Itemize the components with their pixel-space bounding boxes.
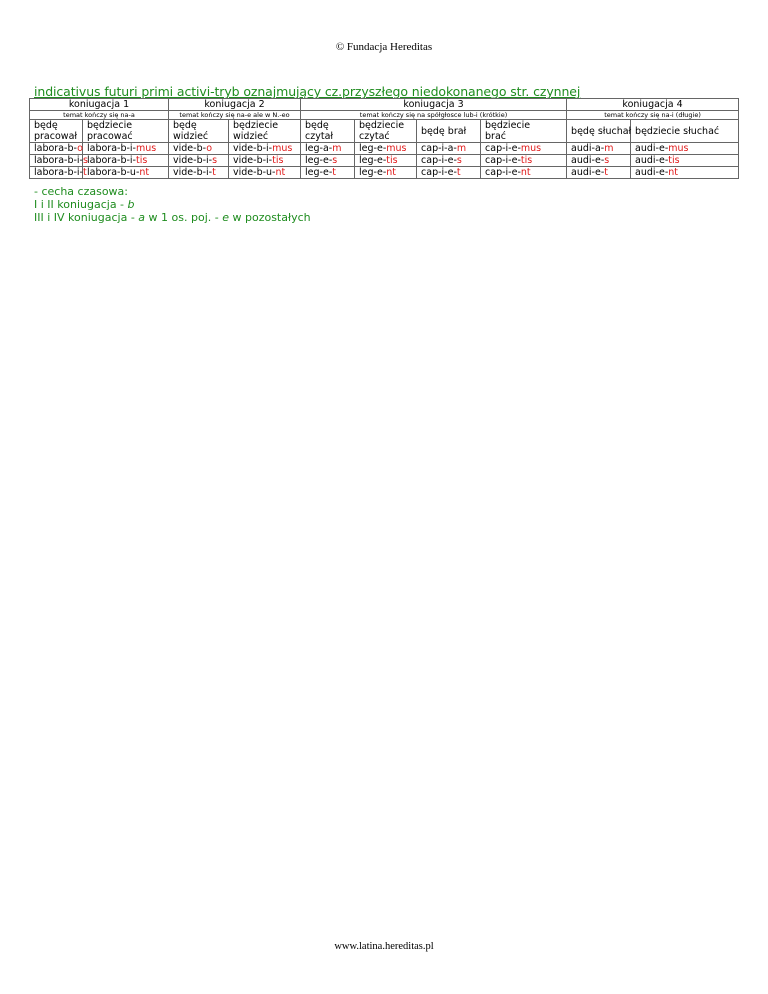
- form-ending: t: [82, 167, 87, 178]
- form-stem: leg-e-: [359, 143, 387, 154]
- group-note-2: temat kończy się na-e ale w N.-eo: [169, 111, 301, 120]
- form-ending: tis: [668, 155, 680, 166]
- meaning-text: pracować: [87, 131, 133, 142]
- form-stem: leg-e-: [305, 167, 333, 178]
- time-marker-notes: [34, 185, 311, 224]
- meaning-text: będę słuchał: [571, 125, 632, 137]
- form-ending: tis: [135, 155, 148, 166]
- form-cell: [481, 143, 567, 155]
- form-stem: labora-b-i-: [87, 143, 136, 154]
- form-cell: [83, 143, 169, 155]
- form-stem: audi-e-: [571, 155, 605, 166]
- stem-note-row: [30, 111, 739, 120]
- form-ending: nt: [386, 167, 396, 178]
- notes-text: I i II koniugacja -: [34, 198, 128, 211]
- form-cell: [229, 167, 301, 179]
- meaning-cell: [631, 120, 739, 143]
- form-ending: m: [332, 143, 342, 154]
- form-ending: nt: [275, 167, 286, 178]
- form-ending: mus: [668, 143, 689, 154]
- form-ending: mus: [272, 143, 293, 154]
- form-stem: cap-i-e-: [485, 167, 521, 178]
- form-stem: audi-e-: [635, 143, 669, 154]
- form-cell: [417, 143, 481, 155]
- form-ending: tis: [520, 155, 533, 166]
- form-stem: cap-i-a-: [421, 143, 457, 154]
- notes-text: III i IV koniugacja -: [34, 211, 139, 224]
- meaning-text: będę: [173, 120, 197, 131]
- notes-marker: e: [222, 211, 229, 224]
- form-stem: vide-b-i-: [233, 143, 273, 154]
- form-stem: vide-b-u-: [233, 167, 276, 178]
- form-cell: [631, 155, 739, 167]
- form-cell: [417, 167, 481, 179]
- form-stem: audi-a-: [571, 143, 605, 154]
- group-header-4: koniugacja 4: [567, 99, 739, 111]
- form-ending: t: [212, 167, 216, 178]
- form-cell: [169, 143, 229, 155]
- form-cell: [83, 167, 169, 179]
- conjugation-header-row: [30, 99, 739, 111]
- meaning-text: będę: [305, 120, 329, 131]
- form-ending: s: [82, 155, 88, 166]
- meaning-row: [30, 120, 739, 143]
- form-cell: [30, 167, 87, 179]
- form-cell: [30, 143, 83, 155]
- form-ending: t: [332, 167, 336, 178]
- form-ending: nt: [668, 167, 679, 178]
- form-stem: leg-e-: [305, 155, 333, 166]
- form-ending: mus: [520, 143, 542, 154]
- form-cell: [481, 155, 567, 167]
- meaning-text: będziecie: [485, 120, 531, 131]
- form-ending: tis: [272, 155, 284, 166]
- form-cell: [355, 167, 417, 179]
- meaning-cell: [567, 120, 631, 143]
- meaning-cell: [83, 120, 169, 143]
- form-ending: o: [77, 143, 83, 154]
- form-ending: s: [604, 155, 610, 166]
- meaning-text: będziecie: [87, 120, 133, 131]
- group-note-3: temat kończy się na spółgłosce lub-i (krótkie): [301, 111, 567, 120]
- form-ending: mus: [135, 143, 157, 154]
- page-footer: www.latina.hereditas.pl: [334, 941, 434, 952]
- form-cell: [301, 155, 355, 167]
- form-cell: [631, 143, 739, 155]
- form-ending: tis: [386, 155, 398, 166]
- form-stem: vide-b-i-: [173, 155, 213, 166]
- form-cell: [229, 143, 301, 155]
- form-stem: cap-i-e-: [485, 155, 521, 166]
- form-ending: t: [604, 167, 608, 178]
- notes-text: w 1 os. poj. -: [145, 211, 223, 224]
- form-row: [30, 167, 739, 179]
- meaning-cell: [355, 120, 417, 143]
- form-ending: s: [332, 155, 338, 166]
- form-cell: [481, 167, 567, 179]
- meaning-text: czytał: [305, 131, 334, 142]
- form-ending: m: [604, 143, 614, 154]
- meaning-text: widzieć: [173, 131, 209, 142]
- form-ending: o: [206, 143, 213, 154]
- form-cell: [169, 155, 229, 167]
- meaning-text: będziecie słuchać: [635, 125, 720, 137]
- form-stem: leg-a-: [305, 143, 333, 154]
- meaning-text: brać: [485, 131, 507, 142]
- notes-marker: b: [127, 198, 135, 211]
- meaning-cell: [229, 120, 301, 143]
- form-stem: vide-b-: [173, 143, 207, 154]
- notes-marker: a: [138, 211, 146, 224]
- form-cell: [83, 155, 169, 167]
- notes-heading: - cecha czasowa:: [34, 185, 129, 198]
- form-ending: s: [456, 155, 462, 166]
- group-header-2: koniugacja 2: [169, 99, 301, 111]
- form-stem: labora-b-i-: [34, 167, 83, 178]
- form-ending: m: [456, 143, 467, 154]
- form-cell: [355, 143, 417, 155]
- form-stem: vide-b-i-: [173, 167, 213, 178]
- page-title: indicativus futuri primi activi-tryb oznajmujący cz.przyszłego niedokonanego str. czynnej: [34, 84, 581, 99]
- meaning-text: będę brał: [421, 125, 467, 137]
- meaning-text: będziecie: [233, 120, 279, 131]
- group-note-4: temat kończy się na-i (długie): [567, 111, 739, 120]
- form-ending: nt: [520, 167, 531, 178]
- notes-line-conj-3-4: [34, 211, 311, 224]
- meaning-cell: [301, 120, 355, 143]
- form-ending: nt: [139, 167, 150, 178]
- meaning-text: widzieć: [233, 131, 269, 142]
- form-row: [30, 155, 739, 167]
- form-cell: [355, 155, 417, 167]
- form-stem: vide-b-i-: [233, 155, 273, 166]
- meaning-cell: [169, 120, 229, 143]
- form-cell: [631, 167, 739, 179]
- form-stem: labora-b-u-: [87, 167, 140, 178]
- form-stem: leg-e-: [359, 167, 387, 178]
- meaning-cell: [30, 120, 83, 143]
- form-stem: audi-e-: [635, 167, 669, 178]
- meaning-text: będę: [34, 120, 58, 131]
- meaning-text: będziecie: [359, 120, 405, 131]
- form-cell: [567, 155, 631, 167]
- form-ending: t: [456, 167, 461, 178]
- form-cell: [301, 143, 355, 155]
- form-ending: mus: [386, 143, 407, 154]
- form-cell: [567, 143, 631, 155]
- form-stem: labora-b-i-: [87, 155, 136, 166]
- group-note-1: temat kończy się na-a: [30, 111, 169, 120]
- form-cell: [30, 155, 88, 167]
- meaning-text: czytać: [359, 131, 390, 142]
- form-cell: [417, 155, 481, 167]
- form-stem: labora-b-i-: [34, 155, 83, 166]
- notes-line-conj-1-2: [34, 198, 311, 211]
- meaning-cell: [481, 120, 567, 143]
- form-row: [30, 143, 739, 155]
- group-header-3: koniugacja 3: [301, 99, 567, 111]
- conjugation-table: [29, 98, 739, 179]
- form-stem: cap-i-e-: [421, 167, 457, 178]
- form-cell: [169, 167, 229, 179]
- meaning-cell: [417, 120, 481, 143]
- page-header: © Fundacja Hereditas: [335, 41, 433, 53]
- form-stem: audi-e-: [635, 155, 669, 166]
- group-header-1: koniugacja 1: [30, 99, 169, 111]
- form-stem: cap-i-e-: [421, 155, 457, 166]
- meaning-text: pracował: [34, 131, 78, 142]
- form-cell: [301, 167, 355, 179]
- form-ending: s: [212, 155, 218, 166]
- form-cell: [567, 167, 631, 179]
- form-stem: audi-e-: [571, 167, 605, 178]
- form-stem: leg-e-: [359, 155, 387, 166]
- form-stem: cap-i-e-: [485, 143, 521, 154]
- form-cell: [229, 155, 301, 167]
- form-stem: labora-b-: [34, 143, 78, 154]
- notes-text: w pozostałych: [229, 211, 311, 224]
